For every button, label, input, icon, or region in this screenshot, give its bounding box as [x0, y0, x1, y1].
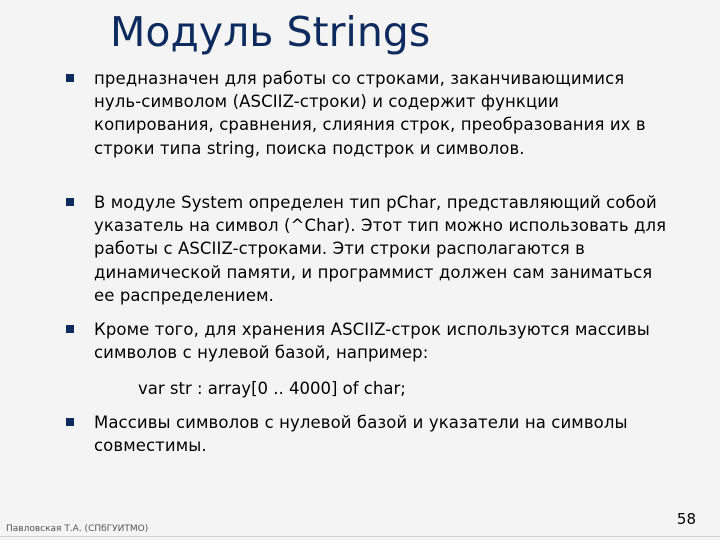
square-bullet-icon: [66, 74, 74, 82]
bullet-text: Массивы символов с нулевой базой и указатели на символы совместимы.: [94, 413, 628, 456]
bullet-item: [94, 191, 674, 307]
square-bullet-icon: [66, 418, 74, 426]
bullet-item: [94, 318, 674, 364]
square-bullet-icon: [66, 198, 74, 206]
bullet-text: предназначен для работы со строками, заканчивающимися нуль-символом (ASCIIZ-строки) и содержит функции копирования, сравнения, слияния строк, преобразования их в строки типа string, поиска подстрок и символов.: [94, 69, 646, 158]
footer-divider: [0, 536, 720, 537]
code-example: var str : array[0 .. 4000] of char;: [138, 379, 406, 398]
page-number: 58: [676, 510, 696, 528]
footer-author: Павловская Т.А. (СПбГУИТМО): [6, 524, 149, 534]
bullet-item: [94, 67, 674, 160]
bullet-text: В модуле System определен тип pChar, представляющий собой указатель на символ (^Char). Этот тип можно использовать для работы с ASCIIZ-строками. Эти строки располагаются в динамической памяти, и программист должен сам заниматься ее распределением.: [94, 193, 667, 305]
bullet-item: [94, 411, 674, 457]
square-bullet-icon: [66, 325, 74, 333]
slide-title: Модуль Strings: [110, 8, 431, 56]
bullet-text: Кроме того, для хранения ASCIIZ-строк используются массивы символов с нулевой базой, например:: [94, 320, 650, 363]
